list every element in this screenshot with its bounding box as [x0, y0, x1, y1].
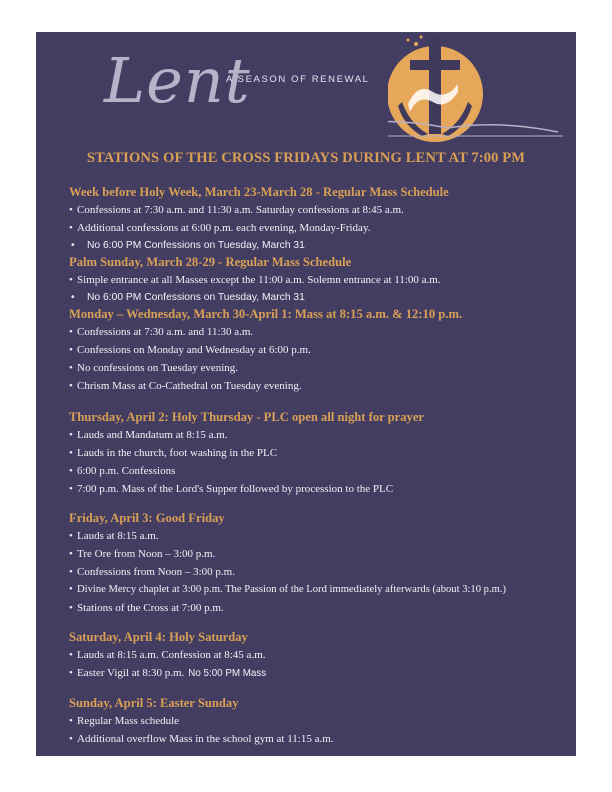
- list-item: • Confessions at 7:30 a.m. and 11:30 a.m. Saturday confessions at 8:45 a.m.: [69, 201, 569, 219]
- section-heading: Sunday, April 5: Easter Sunday: [69, 696, 239, 710]
- section-heading: Week before Holy Week, March 23-March 28 - Regular Mass Schedule: [69, 185, 449, 199]
- list-item: • Lauds in the church, foot washing in the PLC: [69, 444, 569, 462]
- tagline: A SEASON OF RENEWAL: [226, 74, 370, 85]
- schedule-content: [69, 184, 569, 748]
- list-item: • No 6:00 PM Confessions on Tuesday, March 31: [69, 237, 569, 254]
- flyer-panel: [36, 32, 576, 756]
- list-item-easter-vigil: [69, 664, 569, 683]
- lent-logo-word: Lent: [104, 44, 251, 117]
- section-monday-wednesday: [69, 306, 569, 395]
- section-holy-saturday: [69, 629, 569, 683]
- list-item: • Divine Mercy chaplet at 3:00 p.m. The Passion of the Lord immediately afterwards (about 3:10 p.m.): [69, 581, 569, 599]
- cross-sunrise-icon: [388, 32, 568, 150]
- list-item: • Confessions from Noon – 3:00 p.m.: [69, 563, 569, 581]
- section-good-friday: [69, 510, 569, 617]
- list-item: • Additional overflow Mass in the school gym at 11:15 a.m.: [69, 730, 569, 748]
- section-heading: Saturday, April 4: Holy Saturday: [69, 630, 248, 644]
- section-easter-sunday: [69, 695, 569, 748]
- list-item: • Additional confessions at 6:00 p.m. each evening, Monday-Friday.: [69, 219, 569, 237]
- section-week-before-holy-week: [69, 184, 569, 254]
- main-title: STATIONS OF THE CROSS FRIDAYS DURING LENT AT 7:00 PM: [86, 150, 526, 166]
- list-item: • 7:00 p.m. Mass of the Lord's Supper followed by procession to the PLC: [69, 480, 569, 498]
- list-item: • Lauds and Mandatum at 8:15 a.m.: [69, 426, 569, 444]
- list-item: • Confessions at 7:30 a.m. and 11:30 a.m.: [69, 323, 569, 341]
- list-item: • Simple entrance at all Masses except the 11:00 a.m. Solemn entrance at 11:00 a.m.: [69, 271, 569, 289]
- section-heading: Monday – Wednesday, March 30-April 1: Mass at 8:15 a.m. & 12:10 p.m.: [69, 307, 463, 321]
- list-item: • Tre Ore from Noon – 3:00 p.m.: [69, 545, 569, 563]
- vigil-note: No 5:00 PM Mass: [188, 668, 267, 679]
- list-item: • No 6:00 PM Confessions on Tuesday, March 31: [69, 289, 569, 306]
- list-item: • Regular Mass schedule: [69, 712, 569, 730]
- list-item: • Chrism Mass at Co-Cathedral on Tuesday evening.: [69, 377, 569, 395]
- section-palm-sunday: [69, 254, 569, 306]
- section-heading: Thursday, April 2: Holy Thursday - PLC open all night for prayer: [69, 410, 425, 424]
- section-heading: Friday, April 3: Good Friday: [69, 511, 225, 525]
- flyer-header: [36, 32, 576, 150]
- list-item: • Lauds at 8:15 a.m.: [69, 527, 569, 545]
- section-heading: Palm Sunday, March 28-29 - Regular Mass Schedule: [69, 255, 352, 269]
- list-item: • No confessions on Tuesday evening.: [69, 359, 569, 377]
- section-holy-thursday: [69, 409, 569, 498]
- list-item: • Stations of the Cross at 7:00 p.m.: [69, 599, 569, 617]
- list-item: • Lauds at 8:15 a.m. Confession at 8:45 a.m.: [69, 646, 569, 664]
- easter-vigil-text: Easter Vigil at 8:30 p.m.: [77, 667, 185, 679]
- list-item: • Confessions on Monday and Wednesday at 6:00 p.m.: [69, 341, 569, 359]
- list-item: • 6:00 p.m. Confessions: [69, 462, 569, 480]
